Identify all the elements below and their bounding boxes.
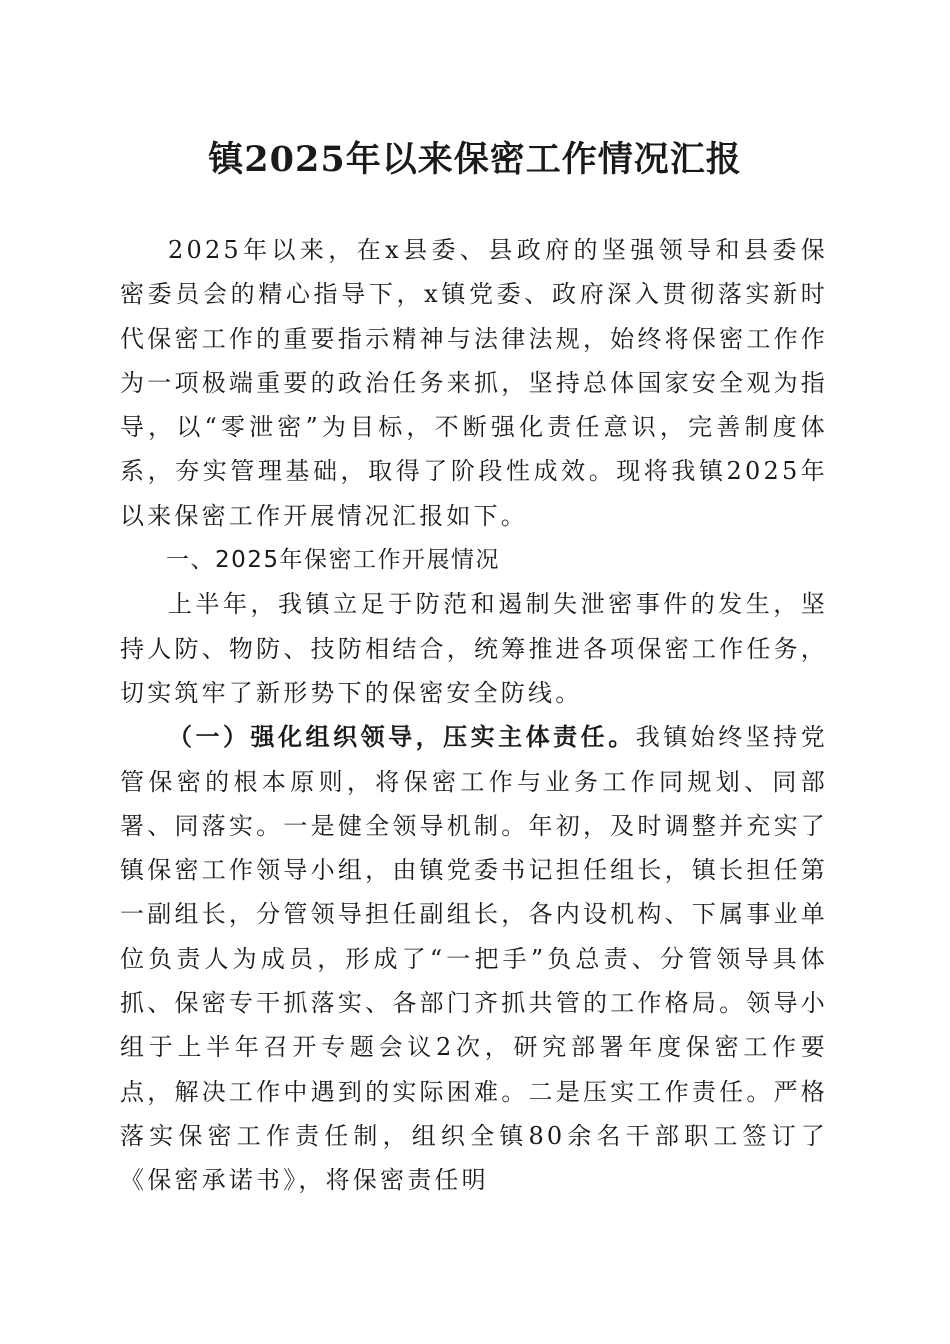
document-body	[120, 228, 828, 1203]
section-heading: 一、2025年保密工作开展情况	[166, 547, 501, 574]
subsection-body: 我镇始终坚持党管保密的根本原则，将保密工作与业务工作同规划、同部署、同落实。一是健全领导机制。年初，及时调整并充实了镇保密工作领导小组，由镇党委书记担任组长，镇长担任第一副组长，分管领导担任副组长，各内设机构、下属事业单位负责人为成员，形成了“一把手”负总责、分管领导具体抓、保密专干抓落实、各部门齐抓共管的工作格局。领导小组于上半年召开专题会议2次，研究部署年度保密工作要点，解决工作中遇到的实际困难。二是压实工作责任。严格落实保密工作责任制，组织全镇80余名干部职工签订了《保密承诺书》，将保密责任明	[120, 723, 828, 1195]
section-paragraph: 上半年，我镇立足于防范和遏制失泄密事件的发生，坚持人防、物防、技防相结合，统筹推进各项保密工作任务，切实筑牢了新形势下的保密安全防线。	[120, 590, 828, 707]
intro-paragraph: 2025年以来，在x县委、县政府的坚强领导和县委保密委员会的精心指导下，x镇党委、政府深入贯彻落实新时代保密工作的重要指示精神与法律法规，始终将保密工作作为一项极端重要的政治任务来抓，坚持总体国家安全观为指导，以“零泄密”为目标，不断强化责任意识，完善制度体系，夯实管理基础，取得了阶段性成效。现将我镇2025年以来保密工作开展情况汇报如下。	[120, 236, 828, 530]
document-title: 镇2025年以来保密工作情况汇报	[208, 139, 742, 180]
subsection-paragraph	[120, 715, 828, 1202]
subsection-heading: （一）强化组织领导，压实主体责任。	[168, 722, 636, 752]
